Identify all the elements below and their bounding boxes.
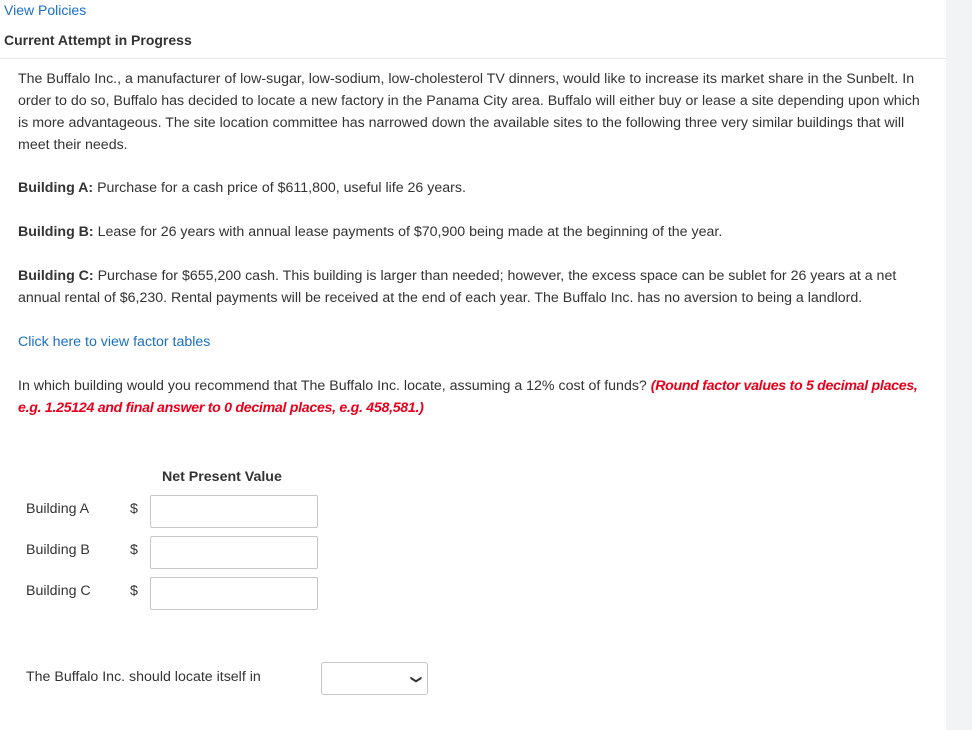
npv-column-header: Net Present Value	[162, 469, 282, 485]
locate-building-select[interactable]	[321, 662, 428, 695]
problem-body	[18, 68, 930, 419]
building-a-text: Purchase for a cash price of $611,800, useful life 26 years.	[93, 180, 466, 196]
factor-tables-link[interactable]: Click here to view factor tables	[18, 334, 211, 350]
building-a-desc	[18, 177, 930, 199]
npv-input-building-a[interactable]	[150, 495, 318, 528]
header-divider	[0, 58, 946, 59]
currency-symbol: $	[130, 583, 138, 599]
building-b-label: Building B:	[18, 224, 94, 240]
row-label: Building B	[26, 542, 90, 558]
building-b-text: Lease for 26 years with annual lease payments of $70,900 being made at the beginning of the year.	[93, 224, 723, 240]
question-main: In which building would you recommend that The Buffalo Inc. locate, assuming a 12% cost of funds?	[18, 378, 651, 394]
right-gutter	[946, 0, 972, 730]
locate-label: The Buffalo Inc. should locate itself in	[26, 669, 261, 685]
view-policies-link[interactable]: View Policies	[4, 2, 87, 18]
building-c-label: Building C:	[18, 268, 94, 284]
chevron-down-icon: ❯	[409, 674, 422, 685]
rounding-hint: (Round factor values to 5 decimal places, e.g. 1.25124 and final answer to 0 decimal places, e.g. 458,581.)	[18, 378, 918, 416]
building-c-text: Purchase for $655,200 cash. This building is larger than needed; however, the excess space can be sublet for 26 years at a net annual rental of $6,230. Rental payments will be received at the end of each year. The Buffalo Inc. has no aversion to being a landlord.	[18, 268, 897, 306]
currency-symbol: $	[130, 542, 138, 558]
building-c-desc	[18, 265, 930, 309]
attempt-title: Current Attempt in Progress	[4, 32, 192, 48]
building-b-desc	[18, 221, 930, 243]
question-text	[18, 375, 930, 419]
npv-input-building-b[interactable]	[150, 536, 318, 569]
problem-intro: The Buffalo Inc., a manufacturer of low-sugar, low-sodium, low-cholesterol TV dinners, would like to increase its market share in the Sunbelt. In order to do so, Buffalo has decided to locate a new factory in the Panama City area. Buffalo will either buy or lease a site depending upon which is more advantageous. The site location committee has narrowed down the available sites to the following three very similar buildings that will meet their needs.	[18, 71, 920, 153]
row-label: Building A	[26, 501, 90, 517]
row-label: Building C	[26, 583, 91, 599]
currency-symbol: $	[130, 501, 138, 517]
building-a-label: Building A:	[18, 180, 94, 196]
npv-input-building-c[interactable]	[150, 577, 318, 610]
